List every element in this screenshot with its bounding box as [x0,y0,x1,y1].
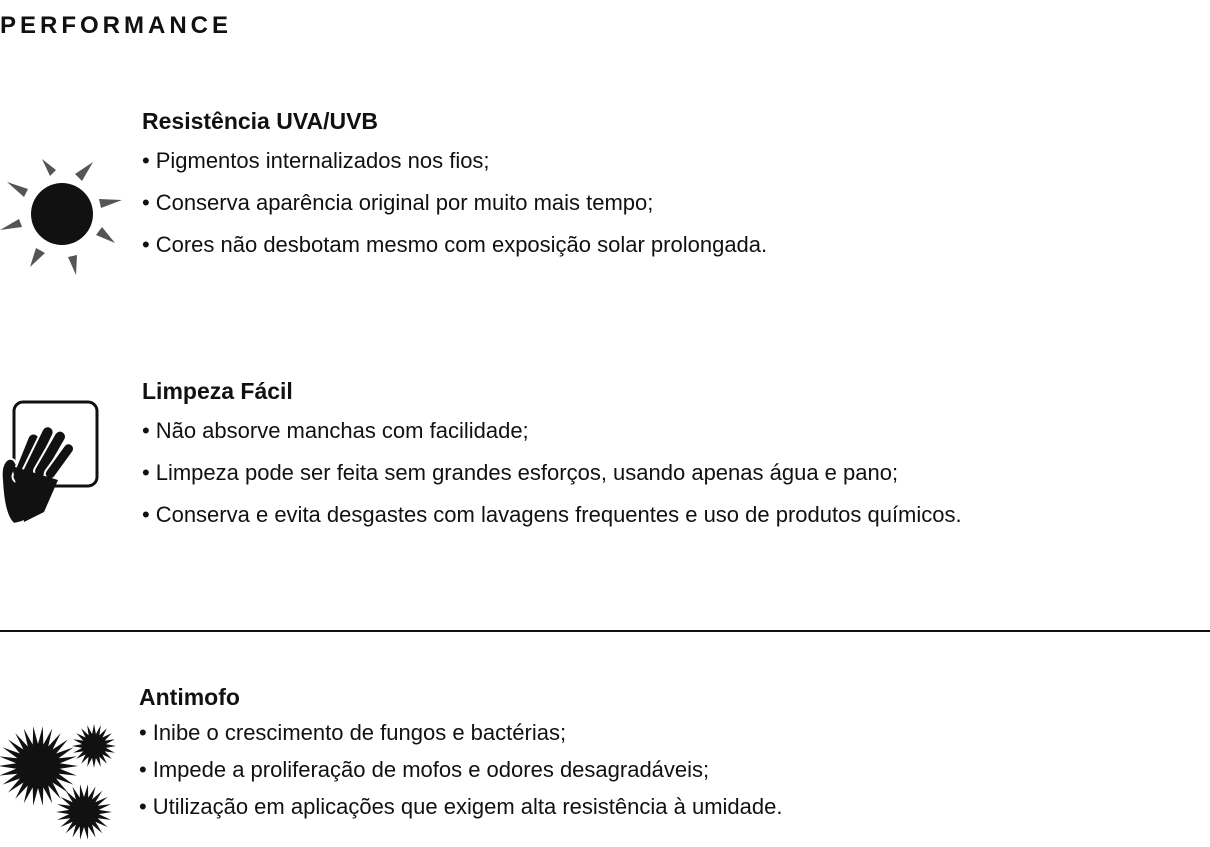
bullet: • [142,502,150,527]
feature-text [142,102,767,266]
section-divider [0,630,1210,632]
list-item-text: Utilização em aplicações que exigem alta resistência à umidade. [152,794,783,819]
feature-title: Limpeza Fácil [142,378,293,404]
list-item-text: Impede a proliferação de mofos e odores desagradáveis; [152,757,710,782]
list-item-text: Cores não desbotam mesmo com exposição solar prolongada. [155,232,768,257]
list-item [142,182,767,224]
bullet: • [142,232,150,257]
feature-title: Resistência UVA/UVB [142,108,379,134]
hand-wipe-icon [0,400,100,530]
list-item [142,140,767,182]
feature-list [142,410,962,536]
spore-shape [72,724,116,768]
list-item [139,788,782,825]
bullet: • [142,190,150,215]
list-item-text: Inibe o crescimento de fungos e bactérias; [152,720,567,745]
list-item-text: Limpeza pode ser feita sem grandes esforços, usando apenas água e pano; [155,460,899,485]
list-item [142,224,767,266]
bullet: • [142,418,150,443]
bullet: • [142,460,150,485]
mold-spores-icon [0,722,120,847]
feature-text [139,680,782,825]
spore-shape [56,784,112,839]
bullet: • [139,757,147,782]
sun-icon [0,152,124,281]
feature-text [142,372,962,536]
bullet: • [139,720,147,745]
page-title: PERFORMANCE [0,12,233,39]
list-item [142,410,962,452]
list-item-text: Pigmentos internalizados nos fios; [155,148,490,173]
list-item [142,494,962,536]
bullet: • [139,794,147,819]
list-item [139,751,782,788]
list-item-text: Conserva aparência original por muito mais tempo; [155,190,654,215]
list-item [139,714,782,751]
feature-list [139,714,782,825]
list-item [142,452,962,494]
spore-shape [0,726,78,805]
feature-title: Antimofo [139,684,240,710]
bullet: • [142,148,150,173]
list-item-text: Conserva e evita desgastes com lavagens frequentes e uso de produtos químicos. [155,502,962,527]
list-item-text: Não absorve manchas com facilidade; [155,418,529,443]
feature-list [142,140,767,266]
